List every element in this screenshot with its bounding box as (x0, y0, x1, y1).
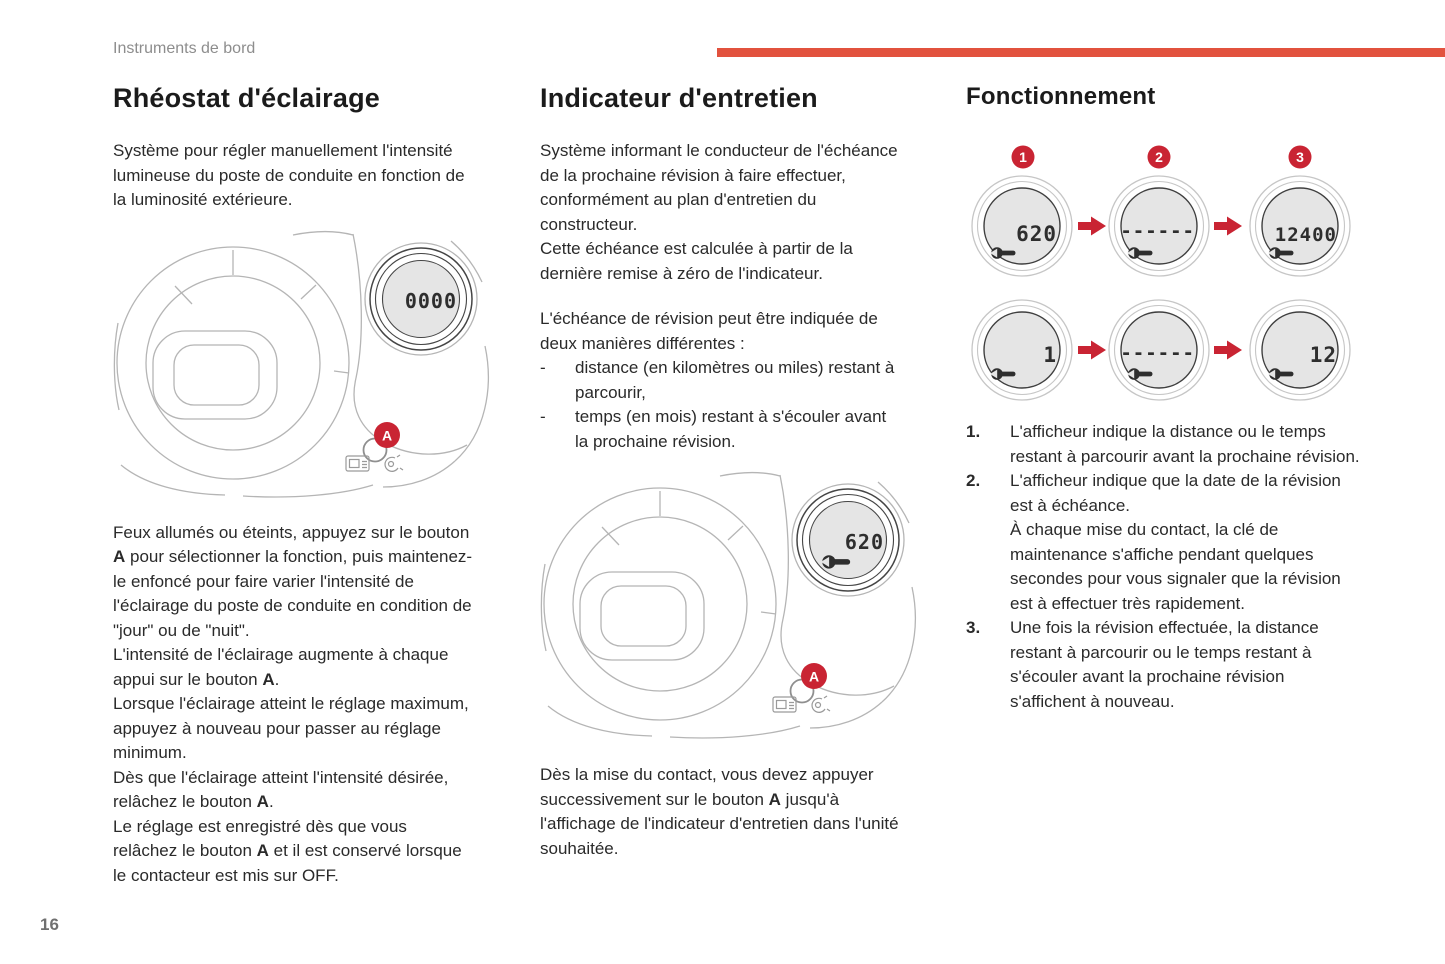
entretien-intro: Système informant le conducteur de l'échéance de la prochaine révision à faire effectuer, conformément au plan d'entretien du constructeur. Cette échéance est calculée à partir de la dernière remise à zéro de l'indicateur. (540, 141, 898, 283)
rheostat-intro: Système pour régler manuellement l'intensité lumineuse du poste de conduite en fonction de la luminosité extérieure. (113, 141, 465, 209)
button-a (364, 422, 401, 462)
lcd-display-value: 620 (844, 530, 884, 554)
gauge-row1-3 (1250, 176, 1350, 276)
bullet-marker: - (540, 407, 546, 426)
list-item (966, 616, 1364, 714)
lcd-display-value: 0000 (404, 288, 457, 313)
arrow-right-icon (1214, 217, 1242, 236)
gauge-row1-1 (972, 176, 1072, 276)
gauge-display: 1 (1043, 343, 1057, 367)
lcd-dial (792, 484, 904, 596)
list-number: 1. (966, 422, 981, 441)
gauge-row1-2 (1109, 176, 1209, 276)
arrow-right-icon (1078, 341, 1106, 360)
section-entretien (540, 84, 900, 861)
gauge-display: ------ (1120, 342, 1195, 364)
list-text: L'afficheur indique que la date de la révision est à échéance. À chaque mise du contact, la clé de maintenance s'affiche pendant quelques secondes pour vous signaler que la révision est à effectuer très rapidement. (1010, 471, 1341, 613)
entretien-lead: L'échéance de révision peut être indiquée de deux manières différentes : (540, 309, 878, 353)
entretien-cluster-illustration (540, 469, 948, 741)
step-badge-1-label: 1 (1019, 149, 1027, 165)
list-item (540, 405, 900, 454)
rheostat-cluster-illustration (113, 228, 521, 500)
entretien-footer: Dès la mise du contact, vous devez appuyer successivement sur le bouton A jusqu'à l'affichage de l'indicateur d'entretien dans l'unité souhaitée. (540, 765, 899, 858)
gauge-row2-3 (1250, 300, 1350, 400)
accent-bar (717, 48, 1445, 57)
page-header: Instruments de bord (113, 40, 256, 57)
list-item (966, 420, 1364, 469)
list-text: L'afficheur indique la distance ou le temps restant à parcourir avant la prochaine révision. (1010, 422, 1360, 466)
button-a-label: A (381, 427, 393, 443)
bullet-marker: - (540, 358, 546, 377)
gauge-display: 620 (1016, 222, 1057, 246)
arrow-right-icon (1078, 217, 1106, 236)
gauge-row2-1 (972, 300, 1072, 400)
step-badge-2-label: 2 (1155, 149, 1163, 165)
fonctionnement-diagram (966, 140, 1364, 406)
settings-icon (385, 457, 398, 471)
section-fonctionnement (966, 84, 1364, 714)
step-badge-3-label: 3 (1296, 149, 1304, 165)
section-title-rheostat: Rhéostat d'éclairage (113, 83, 381, 113)
page-number: 16 (40, 915, 59, 934)
step-badges (1012, 146, 1312, 169)
bullet-text: distance (en kilomètres ou miles) restant à parcourir, (575, 358, 895, 402)
gauge-display: 12 (1309, 343, 1337, 367)
list-number: 3. (966, 618, 981, 637)
section-title-fonctionnement: Fonctionnement (966, 83, 1156, 110)
gauge-display: ------ (1120, 220, 1195, 242)
button-a (791, 663, 828, 703)
section-title-entretien: Indicateur d'entretien (540, 83, 818, 113)
bullet-text: temps (en mois) restant à s'écouler avant la prochaine révision. (575, 407, 887, 451)
entretien-bullet-list (540, 356, 900, 454)
list-item (540, 356, 900, 405)
section-rheostat (113, 84, 475, 888)
list-item (966, 469, 1364, 616)
arrow-right-icon (1214, 341, 1242, 360)
gauge-row2-2 (1109, 300, 1209, 400)
fonctionnement-list (966, 420, 1364, 714)
gauge-display: 12400 (1274, 224, 1337, 246)
button-a-label: A (808, 668, 820, 685)
list-text: Une fois la révision effectuée, la distance restant à parcourir ou le temps restant à s'écouler avant la prochaine révision s'affichent à nouveau. (1010, 618, 1319, 711)
list-number: 2. (966, 471, 981, 490)
settings-icon (812, 698, 825, 712)
lcd-dial (365, 243, 477, 355)
rheostat-body: Feux allumés ou éteints, appuyez sur le bouton A pour sélectionner la fonction, puis maintenez-le enfoncé pour faire varier l'intensité de l'éclairage du poste de conduite en condition de "jour" ou de "nuit". L'intensité de l'éclairage augmente à chaque appui sur le bouton A. Lorsque l'éclairage atteint le réglage maximum, appuyez à nouveau pour passer au réglage minimum. Dès que l'éclairage atteint l'intensité désirée, relâchez le bouton A. Le réglage est enregistré dès que vous relâchez le bouton A et il est conservé lorsque le contacteur est mis sur OFF. (113, 522, 473, 885)
